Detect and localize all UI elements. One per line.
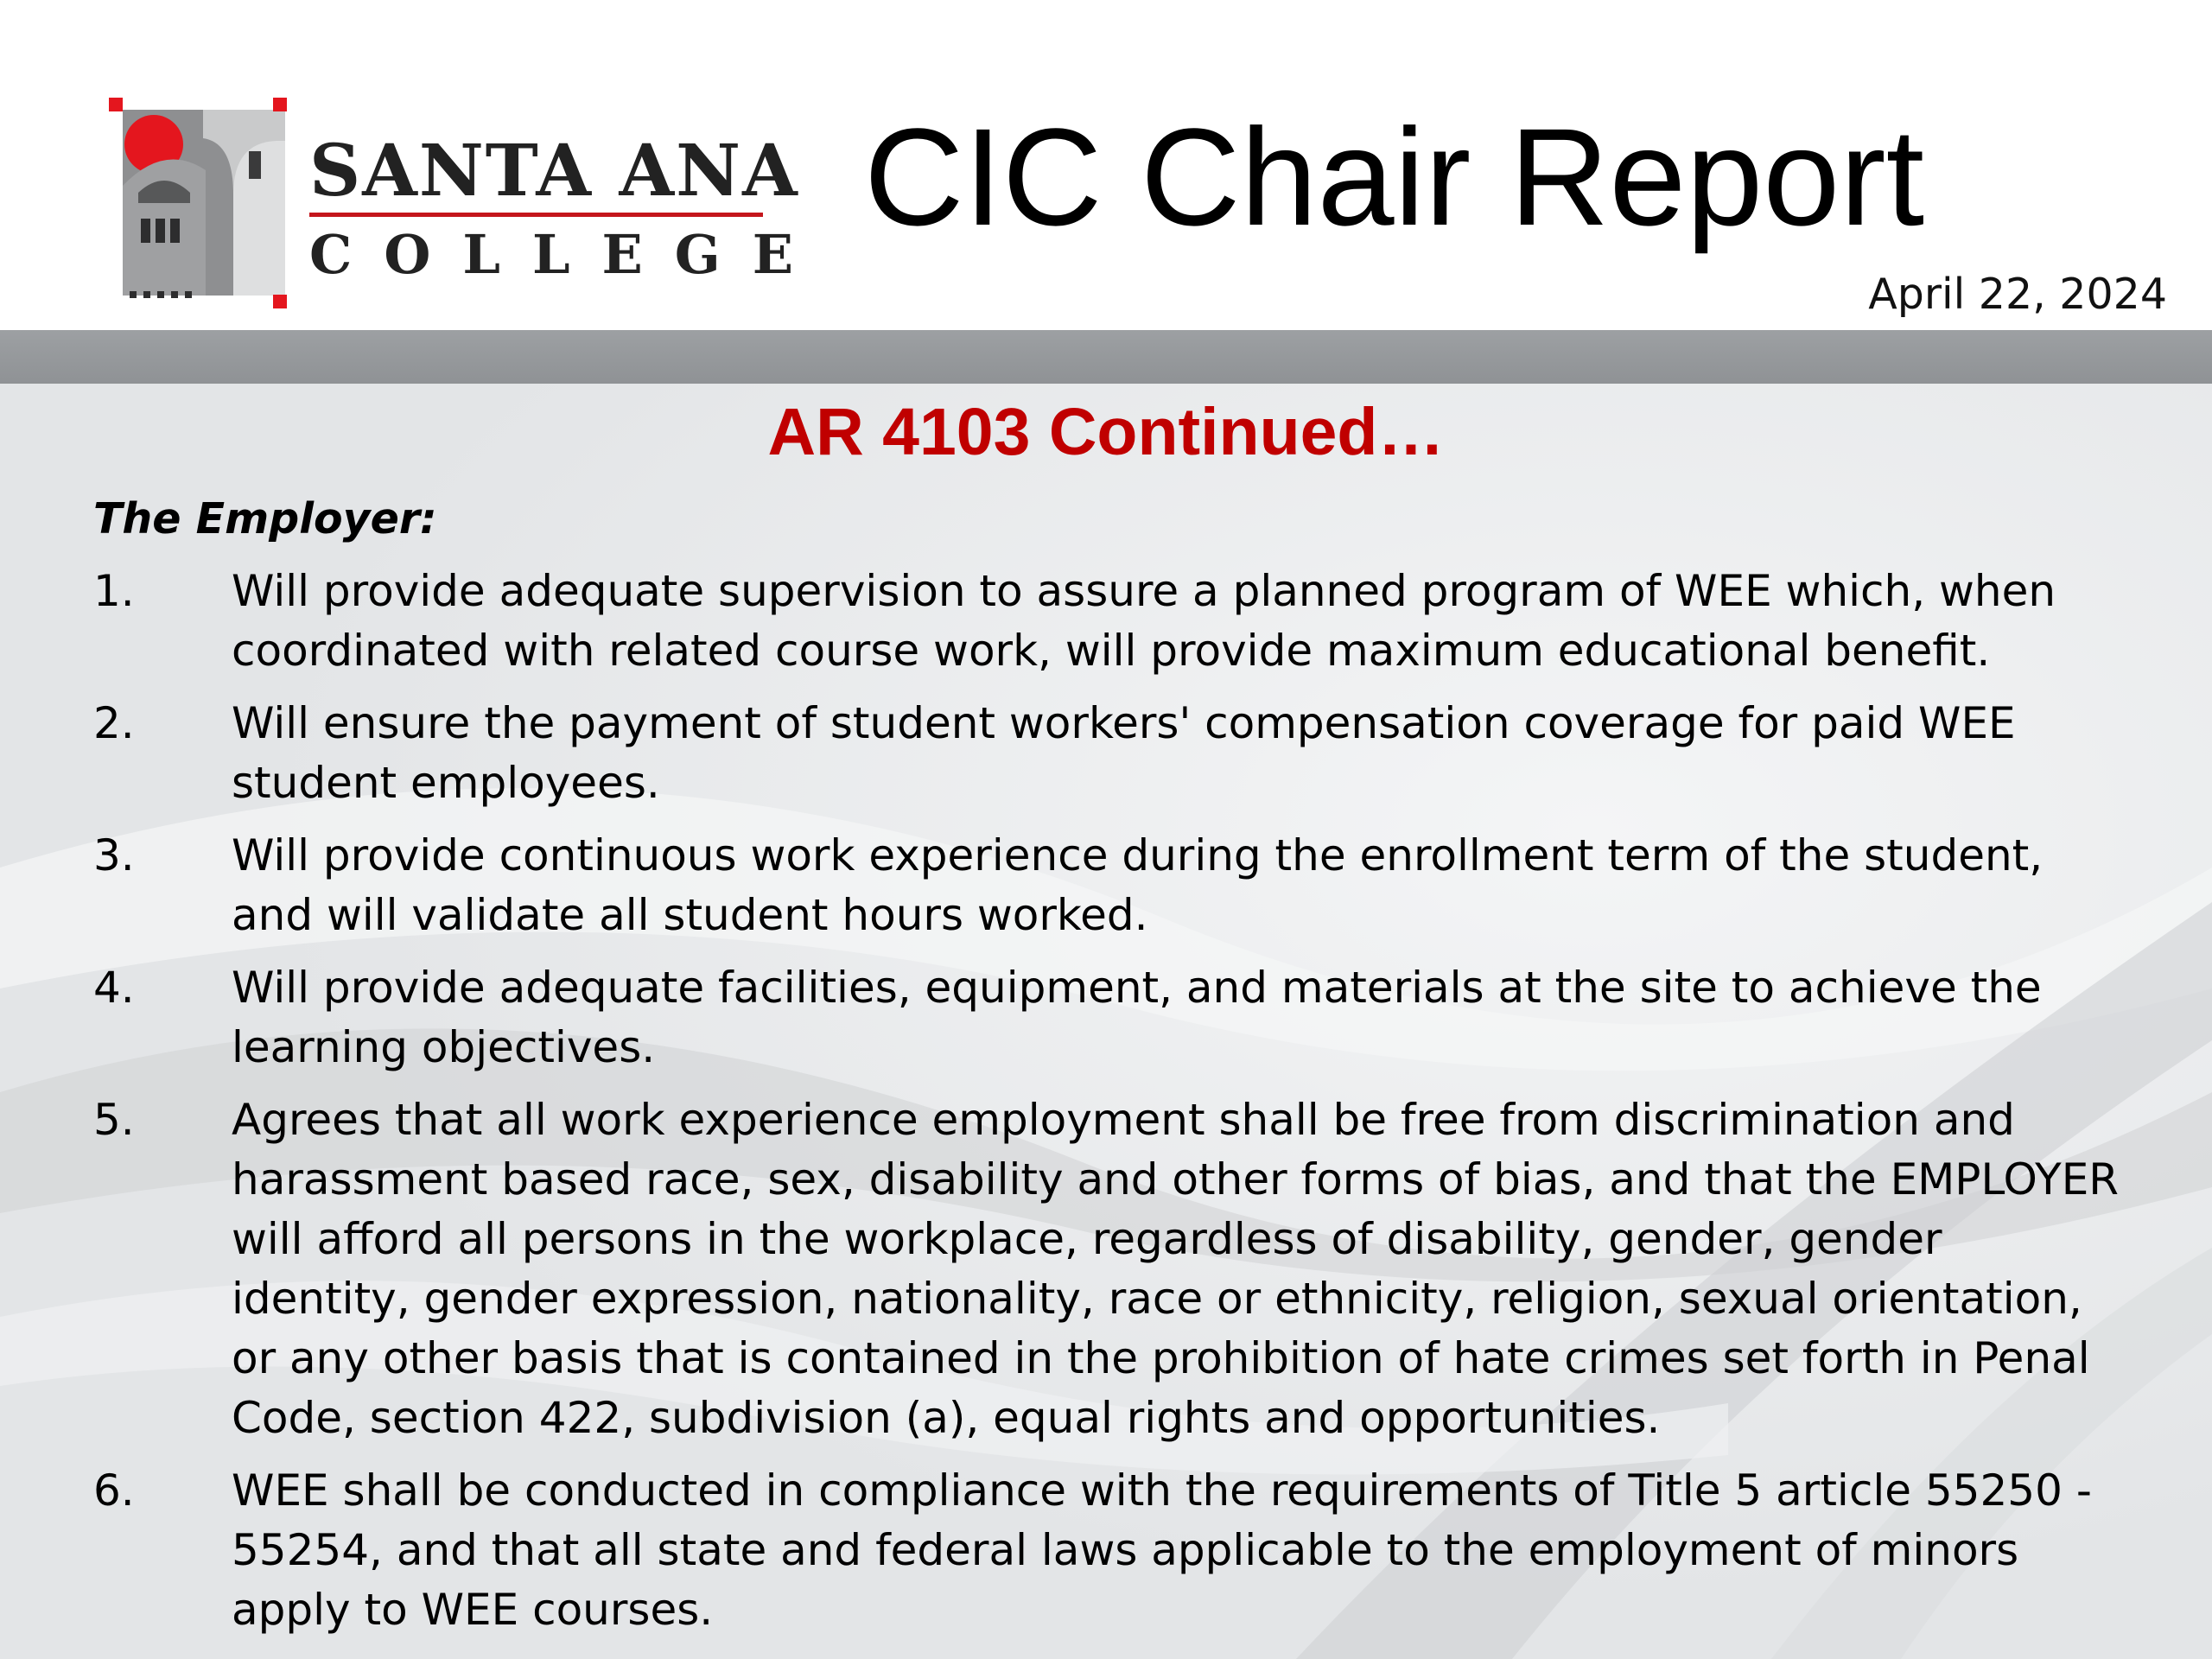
section-label: The Employer: [93,494,437,543]
header-divider-bar [0,330,2212,384]
list-item [0,826,2212,945]
employer-obligations-list [0,562,2212,1653]
logo-wordmark-college: COLLEGE [309,223,826,286]
slide-heading: AR 4103 Continued… [767,395,1445,469]
slide-header [0,0,2212,330]
slide-title: CIC Chair Report [864,99,1925,254]
list-item [0,694,2212,813]
list-item-text: Will provide continuous work experience during the enrollment term of the student, and will validate all student hours worked. [232,830,2044,940]
list-item [0,1461,2212,1640]
list-item-text: Will ensure the payment of student workers' compensation coverage for paid WEE student employees. [232,698,2016,808]
list-item [0,562,2212,681]
list-item-number: 2. [93,698,135,748]
list-item-text: Agrees that all work experience employment shall be free from discrimination and harassment based race, sex, disability and other forms of bias, and that the EMPLOYER will afford all persons in the workplace, regardless of disability, gender, gender identity, gender expression, nationality, race or ethnicity, religion, sexual orientation, or any other basis that is contained in the prohibition of hate crimes set forth in Penal Code, section 422, subdivision (a), equal rights and opportunities. [232,1095,2120,1443]
list-item-number: 6. [93,1465,135,1516]
logo-red-rule [309,213,763,217]
list-item-text: Will provide adequate supervision to assure a planned program of WEE which, when coordinated with related course work, will provide maximum educational benefit. [232,566,2056,676]
list-item-number: 5. [93,1095,135,1145]
list-item-number: 3. [93,830,135,880]
list-item-text: Will provide adequate facilities, equipment, and materials at the site to achieve the learning objectives. [232,963,2042,1072]
list-item-text: WEE shall be conducted in compliance with the requirements of Title 5 article 55250 - 55254, and that all state and federal laws applicable to the employment of minors apply to WEE courses. [232,1465,2092,1635]
logo-wordmark-santa-ana: SANTA ANA [309,130,799,213]
list-item-number: 1. [93,566,135,616]
report-date: April 22, 2024 [1868,270,2167,319]
list-item [0,958,2212,1077]
list-item-number: 4. [93,963,135,1013]
list-item [0,1090,2212,1448]
